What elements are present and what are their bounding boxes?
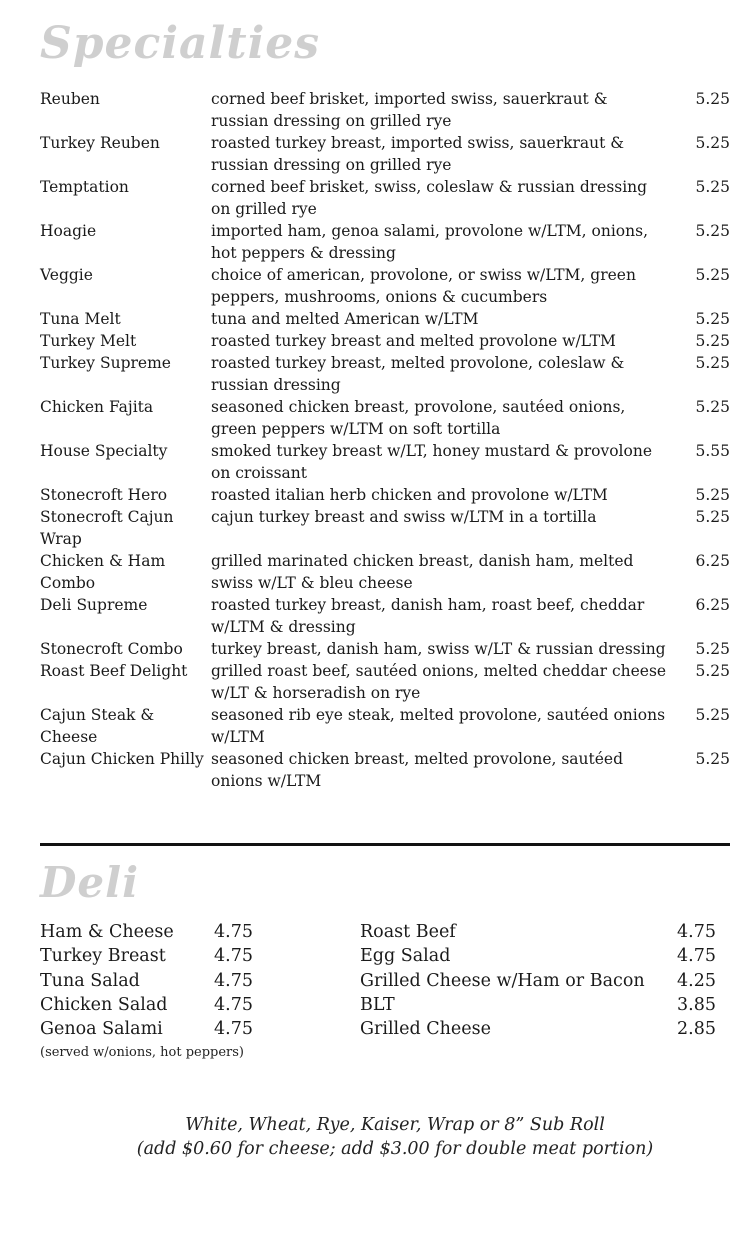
deli-item [360, 920, 716, 944]
specialty-name: Chicken & Ham Combo [40, 552, 166, 592]
deli-heading: Deli [40, 858, 140, 907]
specialty-item [40, 132, 730, 176]
specialty-name: Tuna Melt [40, 310, 121, 328]
specialty-name: Veggie [40, 266, 93, 284]
bread-options [0, 1113, 750, 1161]
specialty-price: 5.25 [695, 398, 730, 416]
deli-item-price: 4.75 [214, 994, 253, 1015]
deli-item [360, 944, 716, 968]
specialty-item [40, 308, 730, 330]
specialty-description: smoked turkey breast w/LT, honey mustard & provolone on croissant [211, 442, 652, 482]
deli-item [40, 920, 280, 944]
deli-item-name: Chicken Salad [40, 994, 168, 1015]
specialty-name: Cajun Steak & Cheese [40, 706, 155, 746]
deli-note: (served w/onions, hot peppers) [40, 1045, 245, 1060]
deli-item-name: Tuna Salad [40, 970, 140, 991]
deli-item-price: 4.75 [214, 970, 253, 991]
deli-item-price: 4.75 [214, 922, 253, 942]
specialty-description: imported ham, genoa salami, provolone w/LTM, onions, hot peppers & dressing [211, 222, 648, 262]
specialty-name: Deli Supreme [40, 596, 148, 614]
specialty-price: 5.25 [695, 266, 730, 284]
specialty-price: 5.25 [695, 354, 730, 372]
specialty-item [40, 506, 730, 550]
deli-item-name: Ham & Cheese [40, 922, 174, 942]
specialty-name: Cajun Chicken Philly [40, 750, 204, 768]
specialty-item [40, 748, 730, 792]
deli-item [40, 944, 280, 968]
specialty-item [40, 220, 730, 264]
deli-item-name: Egg Salad [360, 946, 451, 967]
specialty-description: tuna and melted American w/LTM [211, 310, 479, 328]
deli-item [40, 969, 280, 993]
deli-item [40, 1017, 280, 1041]
specialty-price: 6.25 [695, 552, 730, 570]
specialty-description: corned beef brisket, imported swiss, sauerkraut & russian dressing on grilled rye [211, 90, 608, 130]
specialty-name: Stonecroft Cajun Wrap [40, 508, 174, 548]
specialty-name: Turkey Melt [40, 332, 137, 350]
specialty-description: seasoned chicken breast, melted provolone, sautéed onions w/LTM [211, 750, 624, 790]
deli-item [360, 969, 716, 993]
deli-item [40, 993, 280, 1017]
specialty-name: Chicken Fajita [40, 398, 154, 416]
specialty-description: roasted italian herb chicken and provolone w/LTM [211, 486, 608, 504]
specialties-heading: Specialties [40, 18, 321, 69]
specialty-price: 5.25 [695, 486, 730, 504]
specialty-description: cajun turkey breast and swiss w/LTM in a tortilla [211, 508, 597, 526]
specialty-name: Reuben [40, 90, 100, 108]
specialty-item [40, 638, 730, 660]
specialty-price: 5.25 [695, 508, 730, 526]
specialty-price: 5.25 [695, 750, 730, 768]
specialty-price: 6.25 [695, 596, 730, 614]
specialty-item [40, 660, 730, 704]
specialty-price: 5.25 [695, 134, 730, 152]
specialty-price: 5.25 [695, 222, 730, 240]
specialty-price: 5.25 [695, 178, 730, 196]
specialty-name: Temptation [40, 178, 129, 196]
deli-item-name: Genoa Salami [40, 1019, 163, 1040]
specialty-description: turkey breast, danish ham, swiss w/LT & russian dressing [211, 640, 666, 658]
specialty-item [40, 440, 730, 484]
specialty-description: seasoned chicken breast, provolone, sautéed onions, green peppers w/LTM on soft tortilla [211, 398, 626, 438]
specialty-price: 5.25 [695, 706, 730, 724]
specialty-name: Stonecroft Combo [40, 640, 183, 658]
specialty-name: Turkey Reuben [40, 134, 160, 152]
specialty-price: 5.25 [695, 640, 730, 658]
specialty-name: Hoagie [40, 222, 97, 240]
bread-choices: White, Wheat, Rye, Kaiser, Wrap or 8” Sub Roll [185, 1115, 605, 1135]
deli-item-name: BLT [360, 994, 395, 1015]
specialty-description: grilled roast beef, sautéed onions, melted cheddar cheese w/LT & horseradish on rye [211, 662, 667, 702]
deli-item [360, 1017, 716, 1041]
specialty-item [40, 594, 730, 638]
specialty-item [40, 264, 730, 308]
deli-item-name: Grilled Cheese [360, 1019, 491, 1040]
specialty-name: Roast Beef Delight [40, 662, 188, 680]
specialty-item [40, 484, 730, 506]
deli-item-name: Turkey Breast [40, 946, 166, 967]
specialty-description: corned beef brisket, swiss, coleslaw & russian dressing on grilled rye [211, 178, 648, 218]
specialty-description: roasted turkey breast, imported swiss, sauerkraut & russian dressing on grilled rye [211, 134, 625, 174]
deli-item-name: Roast Beef [360, 922, 456, 942]
specialty-price: 5.25 [695, 90, 730, 108]
specialty-price: 5.25 [695, 332, 730, 350]
specialty-description: roasted turkey breast, melted provolone, coleslaw & russian dressing [211, 354, 625, 394]
section-divider [40, 843, 730, 846]
deli-list-left [40, 920, 280, 1041]
specialty-item [40, 352, 730, 396]
specialty-name: Turkey Supreme [40, 354, 171, 372]
deli-item-price: 2.85 [677, 1019, 716, 1040]
deli-item-price: 3.85 [677, 994, 716, 1015]
specialties-list [40, 88, 730, 792]
deli-item [360, 993, 716, 1017]
specialty-item [40, 704, 730, 748]
deli-item-price: 4.75 [214, 946, 253, 967]
specialty-item [40, 88, 730, 132]
specialty-item [40, 550, 730, 594]
deli-item-name: Grilled Cheese w/Ham or Bacon [360, 970, 645, 991]
specialty-description: roasted turkey breast and melted provolone w/LTM [211, 332, 616, 350]
specialty-name: House Specialty [40, 442, 168, 460]
specialty-item [40, 176, 730, 220]
specialty-description: roasted turkey breast, danish ham, roast beef, cheddar w/LTM & dressing [211, 596, 645, 636]
specialty-price: 5.55 [695, 442, 730, 460]
specialty-description: choice of american, provolone, or swiss w/LTM, green peppers, mushrooms, onions & cucumbers [211, 266, 636, 306]
deli-item-price: 4.75 [214, 1019, 253, 1040]
bread-addons: (add $0.60 for cheese; add $3.00 for double meat portion) [136, 1139, 654, 1159]
specialty-price: 5.25 [695, 310, 730, 328]
deli-item-price: 4.25 [677, 970, 716, 991]
specialty-description: seasoned rib eye steak, melted provolone, sautéed onions w/LTM [211, 706, 666, 746]
specialty-description: grilled marinated chicken breast, danish ham, melted swiss w/LT & bleu cheese [211, 552, 634, 592]
deli-list-right [360, 920, 716, 1041]
specialty-name: Stonecroft Hero [40, 486, 168, 504]
specialty-price: 5.25 [695, 662, 730, 680]
specialty-item [40, 396, 730, 440]
deli-item-price: 4.75 [677, 946, 716, 967]
deli-item-price: 4.75 [677, 922, 716, 942]
specialty-item [40, 330, 730, 352]
